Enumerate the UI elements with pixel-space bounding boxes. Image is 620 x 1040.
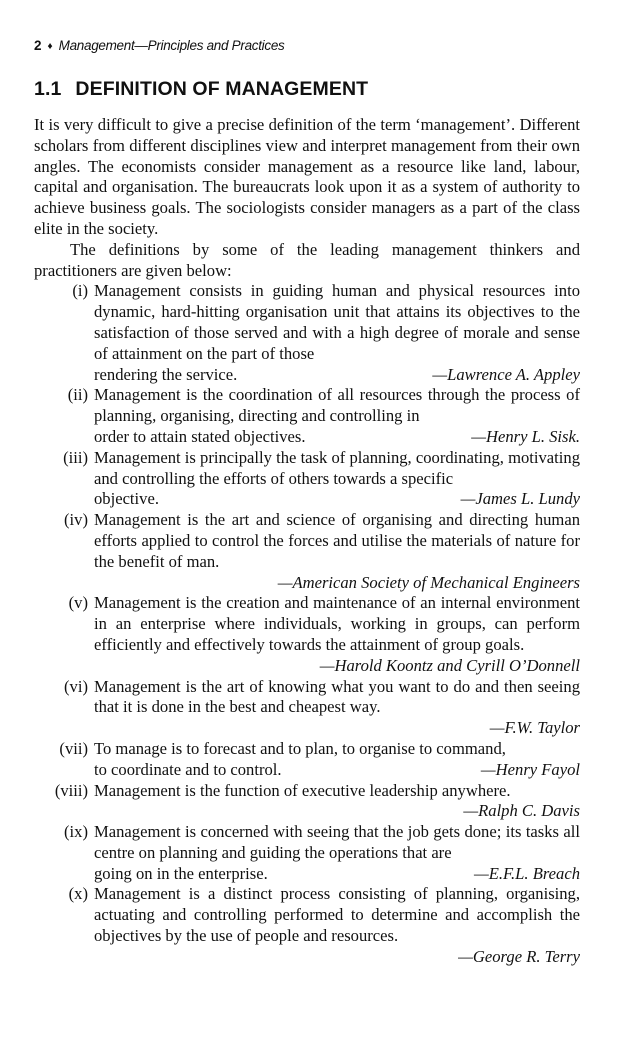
definition-text: To manage is to forecast and to plan, to organise to command, (94, 738, 506, 758)
definition-label: (ix) (64, 822, 88, 842)
definition-item (34, 677, 580, 739)
book-title: Management—Principles and Practices (58, 38, 285, 53)
definition-label: (x) (68, 884, 88, 904)
definition-item (34, 510, 580, 593)
definition-label: (vi) (64, 676, 88, 696)
definition-label: (i) (72, 281, 88, 301)
definition-text-end: order to attain stated objectives. (94, 426, 306, 446)
definitions-list (34, 281, 580, 967)
definition-label: (iii) (63, 447, 88, 467)
lead-in-paragraph: The definitions by some of the leading management thinkers and practitioners are given below: (34, 239, 580, 280)
diamond-separator-icon: ♦ (47, 41, 53, 52)
definition-text-end: going on in the enterprise. (94, 863, 268, 883)
definition-text: Management is principally the task of planning, coordinating, motivating and controlling the efforts of others towards a specific (94, 447, 580, 488)
definition-text: Management is the function of executive leadership anywhere. (94, 780, 511, 800)
body-text (34, 115, 580, 968)
attribution: —American Society of Mechanical Engineers (277, 572, 580, 592)
definition-label: (viii) (54, 780, 88, 800)
attribution: —George R. Terry (458, 946, 580, 966)
definition-text: Management is concerned with seeing that the job gets done; its tasks all centre on planning and guiding the operations that are (94, 822, 580, 862)
attribution: —Henry L. Sisk. (471, 426, 580, 446)
attribution: —Lawrence A. Appley (432, 364, 580, 384)
attribution: —Ralph C. Davis (463, 801, 580, 821)
definition-text-end: objective. (94, 489, 159, 509)
definition-text: Management consists in guiding human and physical resources into dynamic, hard-hitting organisation unit that attains its objectives to the satisfaction of those served and with a high degree of morale and sense of attainment on the part of those (94, 281, 580, 363)
definition-item (34, 739, 580, 781)
attribution: —Henry Fayol (480, 759, 580, 779)
definition-label: (v) (68, 593, 88, 613)
definition-label: (vii) (59, 738, 88, 758)
section-number: 1.1 (34, 78, 62, 100)
definition-text: Management is a distinct process consisting of planning, organising, actuating and controlling performed to determine and accomplish the objectives by the use of people and resources. (94, 884, 580, 946)
definition-text: Management is the creation and maintenance of an internal environment in an enterprise where individuals, working in groups, can perform efficiently and effectively towards the attainment of group goals. (94, 593, 580, 654)
definition-item (34, 593, 580, 676)
definition-label: (iv) (64, 510, 88, 530)
definition-text-end: rendering the service. (94, 364, 238, 384)
page-number: 2 (34, 38, 42, 53)
definition-label: (ii) (67, 385, 88, 405)
definition-item (34, 781, 580, 823)
definition-item (34, 448, 580, 510)
definition-text: Management is the art and science of organising and directing human efforts applied to control the forces and utilise the materials of nature for the benefit of man. (94, 510, 580, 571)
running-head (34, 38, 285, 53)
attribution: —Harold Koontz and Cyrill O’Donnell (319, 655, 580, 675)
definition-item (34, 281, 580, 385)
section-heading (34, 78, 368, 101)
intro-paragraph: It is very difficult to give a precise definition of the term ‘management’. Different scholars from different disciplines view and interpret management from their own angles. The economists consider management as a resource like land, labour, capital and organisation. The bureaucrats look upon it as a system of authority to achieve business goals. The sociologists consider managers as a part of the class elite in the society. (34, 115, 580, 238)
definition-text: Management is the coordination of all resources through the process of planning, organising, directing and controlling in (94, 385, 580, 426)
attribution: —F.W. Taylor (489, 718, 580, 738)
section-title: DEFINITION OF MANAGEMENT (75, 78, 369, 100)
attribution: —E.F.L. Breach (473, 863, 580, 883)
definition-item (34, 884, 580, 967)
definition-item (34, 385, 580, 447)
attribution: —James L. Lundy (460, 489, 580, 509)
definition-item (34, 822, 580, 884)
definition-text-end: to coordinate and to control. (94, 759, 282, 779)
definition-text: Management is the art of knowing what you want to do and then seeing that it is done in the best and cheapest way. (94, 676, 580, 717)
